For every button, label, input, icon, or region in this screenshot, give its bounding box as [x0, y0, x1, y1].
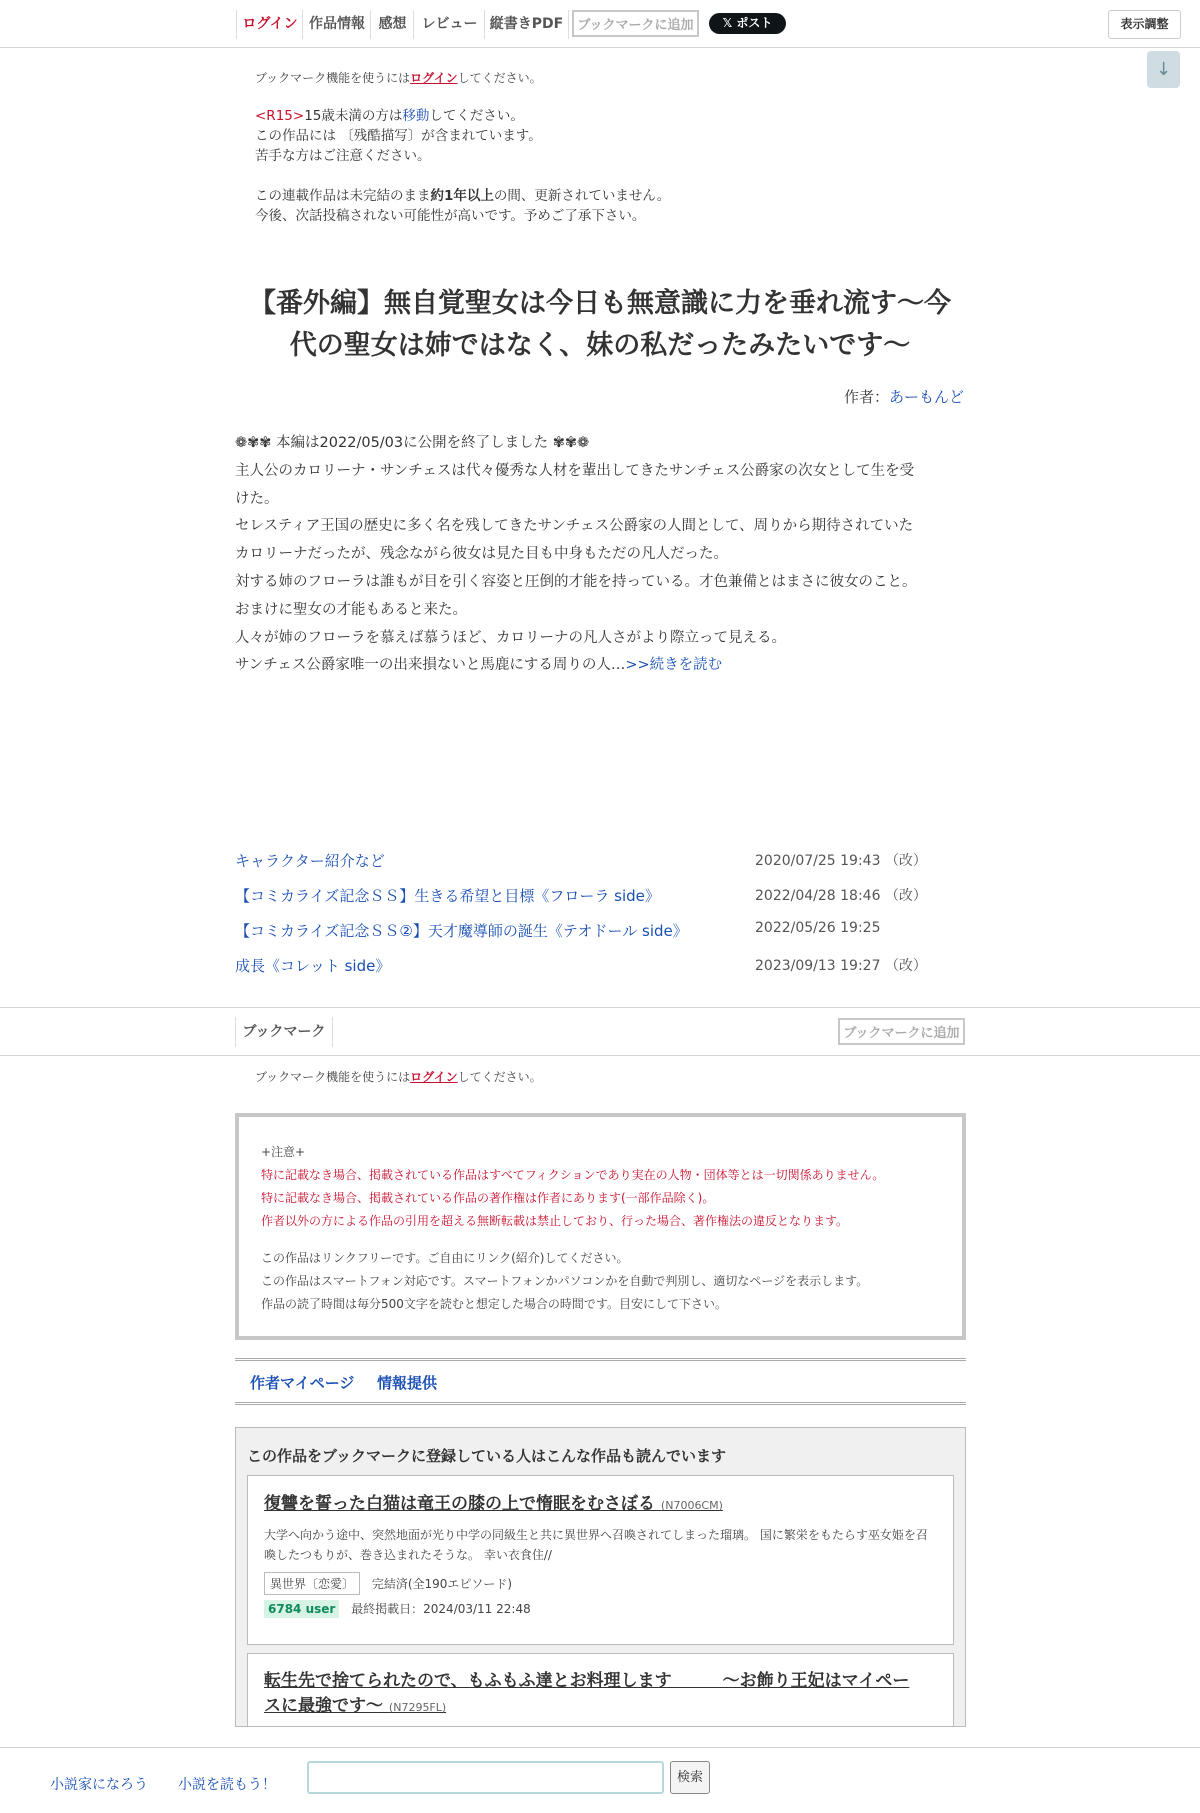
author-link[interactable]: あーもんど	[888, 388, 964, 406]
read-more-link[interactable]: >>続きを読む	[625, 657, 723, 674]
user-count-badge: 6784 user	[264, 1600, 339, 1618]
tab-vertical-pdf[interactable]: 縦書きPDF	[484, 10, 569, 39]
episode-link[interactable]: 成長《コレット side》	[235, 957, 391, 975]
last-updated: 最終掲載日：2024/03/11 22:48	[351, 1602, 531, 1616]
login-link[interactable]: ログイン	[410, 71, 458, 85]
footer-link-yomou[interactable]: 小説を読もう！	[178, 1777, 276, 1793]
status-text: 完結済(全190エピソード)	[371, 1577, 513, 1591]
tab-login[interactable]: ログイン	[236, 10, 303, 39]
episode-row	[235, 955, 955, 979]
author-mypage-link[interactable]: 作者マイページ	[250, 1374, 355, 1392]
recommend-card: 転生先で捨てられたので、もふもふ達とお料理します 〜お飾り王妃はマイペー スに最強です〜 (N7295FL)	[247, 1653, 954, 1727]
footer-link-narou[interactable]: 小説家になろう	[50, 1777, 148, 1793]
r15-tag: <R15>	[255, 108, 305, 124]
tab-impressions[interactable]: 感想	[370, 10, 414, 39]
recommendation-heading: この作品をブックマークに登録している人はこんな作品も読んでいます	[247, 1447, 726, 1465]
author-links	[235, 1358, 966, 1405]
author-line: 作者：あーもんど	[843, 388, 964, 406]
login-link-2[interactable]: ログイン	[410, 1070, 458, 1084]
bookmark-notice: ブックマーク機能を使うにはログインしてください。	[255, 71, 542, 85]
recommend-card: 復讐を誓った白猫は竜王の膝の上で惰眠をむさぼる (N7006CM) 大学へ向かう途中、突然地面が光り中学の同級生と共に異世界へ召喚されてしまった瑠璃。 国に繁栄をもたらす巫女姫を召喚したつもりが、巻き込まれたそうな。 幸い衣食住// 異世界〔恋愛〕 完結済(全190エピソード) 6784 user 最終掲載日：2024/03/11 22:48	[247, 1475, 954, 1645]
report-link[interactable]: 情報提供	[377, 1374, 438, 1392]
search-button[interactable]: 検索	[670, 1761, 710, 1794]
recommend-title-link[interactable]: 転生先で捨てられたので、もふもふ達とお料理します 〜お飾り王妃はマイペー スに最強です〜	[264, 1671, 910, 1716]
episode-link[interactable]: キャラクター紹介など	[235, 852, 385, 870]
episode-link[interactable]: 【コミカライズ記念ＳＳ】生きる希望と目標《フローラ side》	[235, 887, 660, 905]
caution-heading: +注意+	[261, 1145, 306, 1159]
scroll-down-icon[interactable]: ↓	[1147, 51, 1180, 88]
hiatus-notice-2: 今後、次話投稿されない可能性が高いです。予めご了承下さい。	[255, 208, 646, 224]
episode-row	[235, 850, 955, 874]
bookmark-add-button-2[interactable]: ブックマークに追加	[838, 1018, 965, 1045]
recommend-description: 大学へ向かう途中、突然地面が光り中学の同級生と共に異世界へ召喚されてしまった瑠璃。 国に繁栄をもたらす巫女姫を召喚したつもりが、巻き込まれたそうな。 幸い衣食住//	[264, 1528, 928, 1562]
top-nav	[0, 0, 1200, 48]
tab-bookmark[interactable]: ブックマーク	[235, 1017, 333, 1047]
tab-work-info[interactable]: 作品情報	[302, 10, 371, 39]
hiatus-notice: この連載作品は未完結のまま約1年以上の間、更新されていません。	[255, 188, 671, 204]
caution-notice: 苦手な方はご注意ください。	[255, 148, 431, 164]
caution-box: +注意+ 特に記載なき場合、掲載されている作品はすべてフィクションであり実在の人物・団体等とは一切関係ありません。 特に記載なき場合、掲載されている作品の著作権は作者にあります(一部作品除く)。 作者以外の方による作品の引用を超える無断転載は禁止しており、行った場合、著作権法の違反となります。 この作品はリンクフリーです。ご自由にリンク(紹介)してください。 この作品はスマートフォン対応です。スマートフォンかパソコンかを自動で判別し、適切なページを表示します。 作品の読了時間は毎分500文字を読むと想定した場合の時間です。目安にして下さい。	[235, 1113, 966, 1340]
bookmark-add-button[interactable]: ブックマークに追加	[572, 10, 699, 37]
episode-date: 2022/04/28 18:46 （改）	[755, 888, 927, 904]
episode-date: 2020/07/25 19:43 （改）	[755, 853, 927, 869]
work-title: 【番外編】無自覚聖女は今日も無意識に力を垂れ流す〜今 代の聖女は姉ではなく、妹の私だったみたいです〜	[249, 288, 951, 361]
episode-row	[235, 885, 955, 909]
episode-date: 2022/05/26 19:25	[755, 920, 881, 936]
search-input[interactable]	[307, 1761, 664, 1794]
bookmark-notice-2: ブックマーク機能を使うにはログインしてください。	[255, 1070, 542, 1084]
move-link[interactable]: 移動	[402, 108, 430, 124]
cruelty-notice: この作品には 〔残酷描写〕が含まれています。	[255, 128, 542, 144]
episode-row	[235, 920, 955, 944]
x-post-button[interactable]: 𝕏 ポスト	[709, 13, 786, 34]
tab-review[interactable]: レビュー	[413, 10, 485, 39]
episode-link[interactable]: 【コミカライズ記念ＳＳ②】天才魔導師の誕生《テオドール side》	[235, 922, 688, 940]
bookmark-bar	[0, 1007, 1200, 1056]
display-settings-button[interactable]: 表示調整	[1108, 10, 1181, 39]
footer-bar	[0, 1747, 1200, 1813]
recommend-title-link[interactable]: 復讐を誓った白猫は竜王の膝の上で惰眠をむさぼる	[264, 1494, 655, 1514]
episode-date: 2023/09/13 19:27 （改）	[755, 958, 927, 974]
r15-notice: <R15>15歳未満の方は移動してください。	[255, 108, 524, 124]
recommendation-box	[235, 1427, 966, 1727]
synopsis: ❁✾✾ 本編は2022/05/03に公開を終了しました ✾✾❁ 主人公のカロリーナ・サンチェスは代々優秀な人材を輩出してきたサンチェス公爵家の次女として生を受 けた。 セレスティア王国の歴史に多く名を残してきたサンチェス公爵家の人間として、周りから期待されていた カロリーナだったが、残念ながら彼女は見た目も中身もただの凡人だった。 対する姉のフローラは誰もが目を引く容姿と圧倒的才能を持っている。才色兼備とはまさに彼女のこと。 おまけに聖女の才能もあると来た。 人々が姉のフローラを慕えば慕うほど、カロリーナの凡人さがより際立って見える。 サンチェス公爵家唯一の出来損ないと馬鹿にする周りの人…>>続きを読む	[235, 435, 917, 674]
genre-tag[interactable]: 異世界〔恋愛〕	[264, 1572, 360, 1595]
